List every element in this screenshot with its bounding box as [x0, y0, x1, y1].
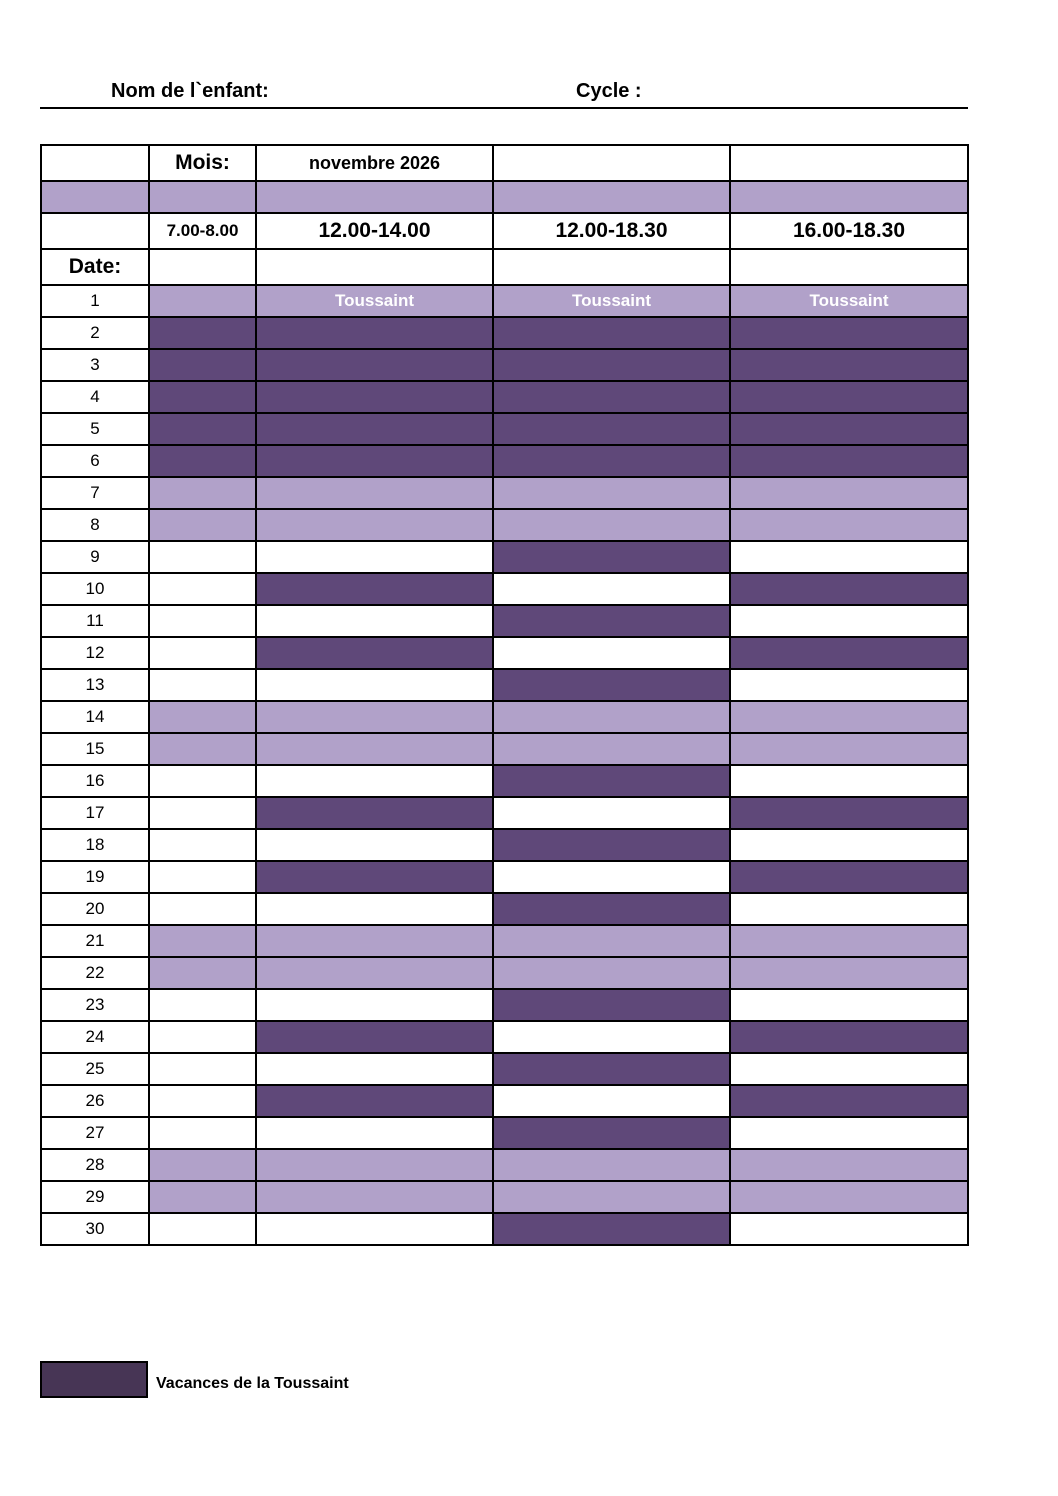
spacer-row	[41, 181, 968, 213]
legend-label: Vacances de la Toussaint	[156, 1375, 349, 1392]
closed-cell-slot-16-1830	[730, 413, 968, 445]
closed-cell-slot-12-14	[256, 317, 493, 349]
day-number: 16	[41, 765, 149, 797]
spacer-cell	[41, 181, 149, 213]
blank-cell	[149, 249, 256, 285]
time-slot-row	[41, 213, 968, 249]
day-number: 2	[41, 317, 149, 349]
closed-cell-slot-16-1830	[730, 861, 968, 893]
open-cell-slot-12-1830	[493, 573, 730, 605]
day-row	[41, 893, 968, 925]
weekend-cell-slot-16-1830	[730, 477, 968, 509]
day-row	[41, 637, 968, 669]
open-cell-slot-16-1830	[730, 989, 968, 1021]
weekend-cell-slot-12-14	[256, 1149, 493, 1181]
open-cell-slot-7-8	[149, 893, 256, 925]
weekend-cell-slot-16-1830	[730, 509, 968, 541]
blank-cell	[41, 213, 149, 249]
closed-cell-slot-12-14	[256, 861, 493, 893]
month-value: novembre 2026	[256, 145, 493, 181]
day-number: 14	[41, 701, 149, 733]
weekend-cell-slot-7-8	[149, 285, 256, 317]
closed-cell-slot-12-1830	[493, 893, 730, 925]
day-row	[41, 957, 968, 989]
time-slot-header: 12.00-14.00	[256, 213, 493, 249]
day-row	[41, 285, 968, 317]
open-cell-slot-7-8	[149, 829, 256, 861]
open-cell-slot-7-8	[149, 573, 256, 605]
day-number: 6	[41, 445, 149, 477]
month-label: Mois:	[149, 145, 256, 181]
day-row	[41, 1213, 968, 1245]
day-number: 27	[41, 1117, 149, 1149]
open-cell-slot-7-8	[149, 861, 256, 893]
closed-cell-slot-12-14	[256, 445, 493, 477]
date-label-row	[41, 249, 968, 285]
open-cell-slot-16-1830	[730, 1117, 968, 1149]
open-cell-slot-7-8	[149, 989, 256, 1021]
closed-cell-slot-16-1830	[730, 1085, 968, 1117]
day-row	[41, 413, 968, 445]
day-row	[41, 989, 968, 1021]
closed-cell-slot-12-1830	[493, 541, 730, 573]
day-row	[41, 445, 968, 477]
day-row	[41, 701, 968, 733]
day-number: 18	[41, 829, 149, 861]
weekend-cell-slot-12-1830	[493, 1181, 730, 1213]
closed-cell-slot-12-14	[256, 413, 493, 445]
closed-cell-slot-16-1830	[730, 573, 968, 605]
day-number: 9	[41, 541, 149, 573]
closed-cell-slot-16-1830	[730, 317, 968, 349]
closed-cell-slot-12-14	[256, 637, 493, 669]
weekend-cell-slot-16-1830	[730, 1149, 968, 1181]
day-row	[41, 669, 968, 701]
open-cell-slot-12-1830	[493, 861, 730, 893]
day-row	[41, 605, 968, 637]
weekend-cell-slot-7-8	[149, 509, 256, 541]
day-row	[41, 573, 968, 605]
weekend-cell-slot-7-8	[149, 957, 256, 989]
weekend-cell-slot-16-1830	[730, 1181, 968, 1213]
day-number: 29	[41, 1181, 149, 1213]
day-row	[41, 1181, 968, 1213]
holiday-cell-slot-12-1830: Toussaint	[493, 285, 730, 317]
open-cell-slot-7-8	[149, 637, 256, 669]
day-row	[41, 829, 968, 861]
day-row	[41, 765, 968, 797]
spacer-cell	[256, 181, 493, 213]
day-number: 15	[41, 733, 149, 765]
spacer-cell	[493, 181, 730, 213]
weekend-cell-slot-12-1830	[493, 957, 730, 989]
day-number: 23	[41, 989, 149, 1021]
open-cell-slot-16-1830	[730, 1053, 968, 1085]
weekend-cell-slot-12-1830	[493, 509, 730, 541]
closed-cell-slot-7-8	[149, 445, 256, 477]
open-cell-slot-12-14	[256, 669, 493, 701]
time-slot-header: 7.00-8.00	[149, 213, 256, 249]
weekend-cell-slot-12-14	[256, 701, 493, 733]
day-number: 7	[41, 477, 149, 509]
day-row	[41, 509, 968, 541]
open-cell-slot-7-8	[149, 1021, 256, 1053]
open-cell-slot-7-8	[149, 605, 256, 637]
blank-cell	[493, 249, 730, 285]
weekend-cell-slot-7-8	[149, 925, 256, 957]
day-number: 30	[41, 1213, 149, 1245]
closed-cell-slot-7-8	[149, 413, 256, 445]
closed-cell-slot-16-1830	[730, 381, 968, 413]
closed-cell-slot-7-8	[149, 381, 256, 413]
day-row	[41, 477, 968, 509]
open-cell-slot-16-1830	[730, 829, 968, 861]
open-cell-slot-16-1830	[730, 1213, 968, 1245]
day-row	[41, 861, 968, 893]
open-cell-slot-7-8	[149, 1085, 256, 1117]
day-row	[41, 1053, 968, 1085]
open-cell-slot-7-8	[149, 797, 256, 829]
weekend-cell-slot-7-8	[149, 477, 256, 509]
day-number: 1	[41, 285, 149, 317]
weekend-cell-slot-12-1830	[493, 477, 730, 509]
blank-cell	[41, 145, 149, 181]
open-cell-slot-16-1830	[730, 541, 968, 573]
day-number: 3	[41, 349, 149, 381]
legend-swatch	[40, 1361, 148, 1398]
day-row	[41, 733, 968, 765]
day-number: 8	[41, 509, 149, 541]
closed-cell-slot-16-1830	[730, 1021, 968, 1053]
open-cell-slot-12-1830	[493, 1085, 730, 1117]
blank-cell	[493, 145, 730, 181]
weekend-cell-slot-7-8	[149, 1149, 256, 1181]
closed-cell-slot-7-8	[149, 317, 256, 349]
open-cell-slot-16-1830	[730, 893, 968, 925]
day-number: 26	[41, 1085, 149, 1117]
open-cell-slot-12-14	[256, 893, 493, 925]
time-slot-header: 16.00-18.30	[730, 213, 968, 249]
closed-cell-slot-7-8	[149, 349, 256, 381]
day-row	[41, 797, 968, 829]
date-label: Date:	[41, 249, 149, 285]
open-cell-slot-16-1830	[730, 605, 968, 637]
weekend-cell-slot-16-1830	[730, 957, 968, 989]
open-cell-slot-12-14	[256, 1213, 493, 1245]
weekend-cell-slot-12-1830	[493, 925, 730, 957]
day-row	[41, 1149, 968, 1181]
open-cell-slot-7-8	[149, 1117, 256, 1149]
weekend-cell-slot-12-1830	[493, 733, 730, 765]
open-cell-slot-12-1830	[493, 1021, 730, 1053]
closed-cell-slot-12-14	[256, 1085, 493, 1117]
closed-cell-slot-12-1830	[493, 317, 730, 349]
weekend-cell-slot-12-14	[256, 957, 493, 989]
weekend-cell-slot-12-14	[256, 477, 493, 509]
closed-cell-slot-16-1830	[730, 637, 968, 669]
blank-cell	[730, 249, 968, 285]
weekend-cell-slot-7-8	[149, 733, 256, 765]
day-number: 5	[41, 413, 149, 445]
holiday-cell-slot-12-14: Toussaint	[256, 285, 493, 317]
closed-cell-slot-12-14	[256, 349, 493, 381]
weekend-cell-slot-7-8	[149, 701, 256, 733]
open-cell-slot-12-14	[256, 829, 493, 861]
closed-cell-slot-12-1830	[493, 605, 730, 637]
open-cell-slot-12-14	[256, 541, 493, 573]
time-slot-header: 12.00-18.30	[493, 213, 730, 249]
schedule-table	[40, 144, 969, 1246]
spacer-cell	[149, 181, 256, 213]
open-cell-slot-16-1830	[730, 765, 968, 797]
child-name-label: Nom de l`enfant:	[111, 80, 269, 102]
closed-cell-slot-12-1830	[493, 381, 730, 413]
day-number: 25	[41, 1053, 149, 1085]
month-row	[41, 145, 968, 181]
open-cell-slot-7-8	[149, 669, 256, 701]
spacer-cell	[730, 181, 968, 213]
open-cell-slot-7-8	[149, 1213, 256, 1245]
weekend-cell-slot-12-14	[256, 925, 493, 957]
day-row	[41, 541, 968, 573]
cycle-label: Cycle :	[576, 80, 642, 102]
day-number: 20	[41, 893, 149, 925]
closed-cell-slot-12-1830	[493, 1053, 730, 1085]
closed-cell-slot-12-1830	[493, 413, 730, 445]
closed-cell-slot-16-1830	[730, 797, 968, 829]
closed-cell-slot-12-14	[256, 1021, 493, 1053]
day-row	[41, 925, 968, 957]
weekend-cell-slot-16-1830	[730, 701, 968, 733]
weekend-cell-slot-12-14	[256, 733, 493, 765]
weekend-cell-slot-16-1830	[730, 733, 968, 765]
day-number: 10	[41, 573, 149, 605]
closed-cell-slot-12-1830	[493, 1213, 730, 1245]
closed-cell-slot-12-14	[256, 797, 493, 829]
day-row	[41, 1085, 968, 1117]
open-cell-slot-12-1830	[493, 797, 730, 829]
closed-cell-slot-12-1830	[493, 1117, 730, 1149]
weekend-cell-slot-12-1830	[493, 1149, 730, 1181]
closed-cell-slot-12-1830	[493, 765, 730, 797]
day-row	[41, 1021, 968, 1053]
closed-cell-slot-16-1830	[730, 445, 968, 477]
day-number: 19	[41, 861, 149, 893]
blank-cell	[256, 249, 493, 285]
day-number: 11	[41, 605, 149, 637]
day-row	[41, 317, 968, 349]
day-number: 22	[41, 957, 149, 989]
open-cell-slot-7-8	[149, 541, 256, 573]
open-cell-slot-12-14	[256, 765, 493, 797]
open-cell-slot-12-14	[256, 605, 493, 637]
day-number: 13	[41, 669, 149, 701]
closed-cell-slot-12-1830	[493, 989, 730, 1021]
weekend-cell-slot-7-8	[149, 1181, 256, 1213]
closed-cell-slot-12-1830	[493, 669, 730, 701]
header-divider	[40, 107, 968, 109]
weekend-cell-slot-12-14	[256, 509, 493, 541]
day-row	[41, 1117, 968, 1149]
closed-cell-slot-12-14	[256, 573, 493, 605]
day-number: 28	[41, 1149, 149, 1181]
open-cell-slot-12-14	[256, 1053, 493, 1085]
holiday-cell-slot-16-1830: Toussaint	[730, 285, 968, 317]
day-number: 4	[41, 381, 149, 413]
day-number: 17	[41, 797, 149, 829]
open-cell-slot-7-8	[149, 765, 256, 797]
weekend-cell-slot-16-1830	[730, 925, 968, 957]
day-number: 21	[41, 925, 149, 957]
day-number: 24	[41, 1021, 149, 1053]
closed-cell-slot-12-1830	[493, 445, 730, 477]
closed-cell-slot-12-14	[256, 381, 493, 413]
closed-cell-slot-16-1830	[730, 349, 968, 381]
blank-cell	[730, 145, 968, 181]
closed-cell-slot-12-1830	[493, 349, 730, 381]
closed-cell-slot-12-1830	[493, 829, 730, 861]
weekend-cell-slot-12-14	[256, 1181, 493, 1213]
day-row	[41, 349, 968, 381]
open-cell-slot-7-8	[149, 1053, 256, 1085]
weekend-cell-slot-12-1830	[493, 701, 730, 733]
open-cell-slot-16-1830	[730, 669, 968, 701]
open-cell-slot-12-1830	[493, 637, 730, 669]
day-number: 12	[41, 637, 149, 669]
day-row	[41, 381, 968, 413]
open-cell-slot-12-14	[256, 989, 493, 1021]
open-cell-slot-12-14	[256, 1117, 493, 1149]
